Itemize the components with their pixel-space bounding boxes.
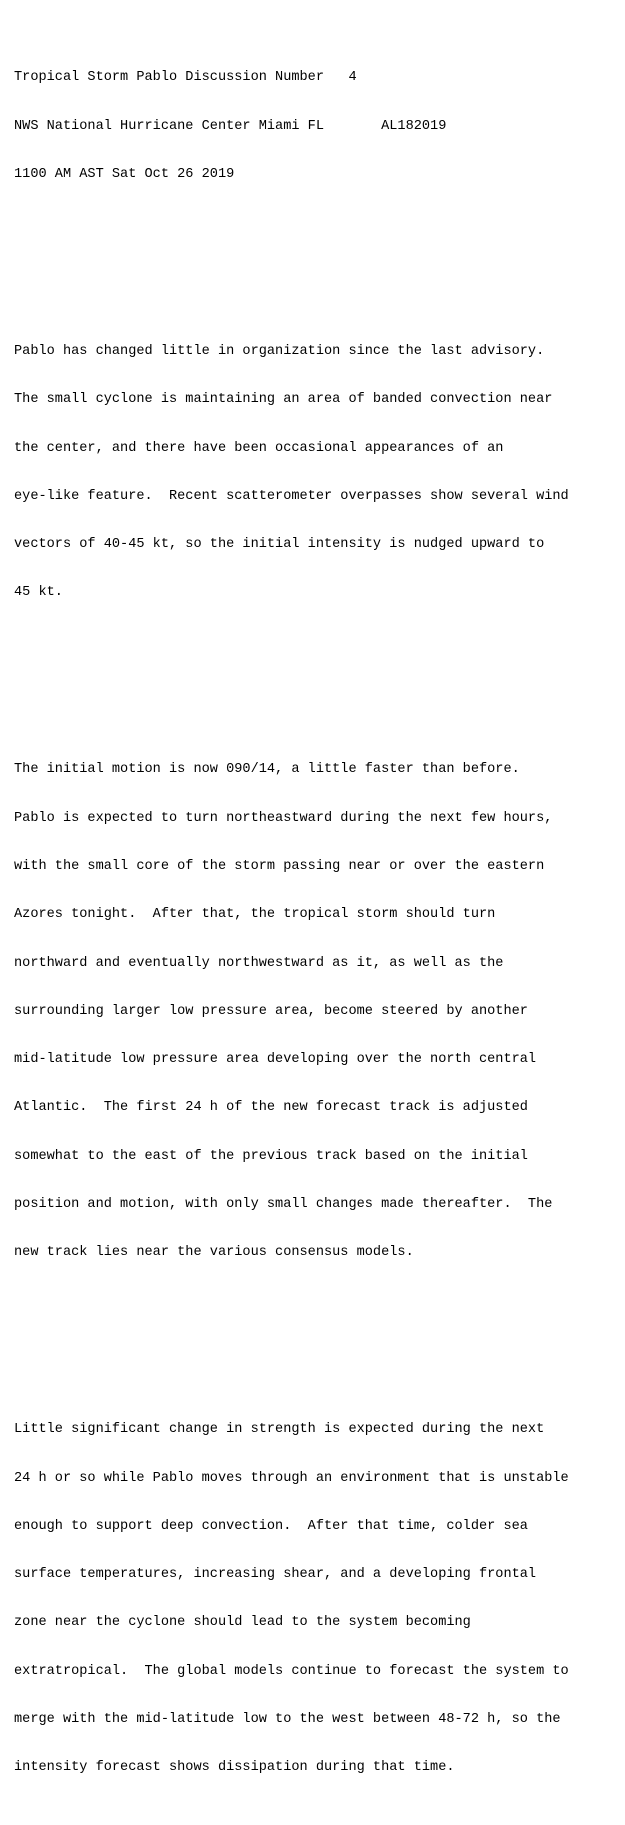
text-line: 24 h or so while Pablo moves through an environment that is unstable (14, 1470, 569, 1486)
text-line: 45 kt. (14, 585, 63, 601)
text-line: The small cyclone is maintaining an area of banded convection near (14, 392, 553, 408)
text-line: zone near the cyclone should lead to the system becoming (14, 1615, 471, 1631)
text-line: mid-latitude low pressure area developing over the north central (14, 1052, 537, 1068)
text-line: Pablo has changed little in organization since the last advisory. (14, 343, 545, 359)
discussion-document (14, 6, 619, 1825)
text-line: extratropical. The global models continue to forecast the system to (14, 1663, 569, 1679)
text-line: Atlantic. The first 24 h of the new forecast track is adjusted (14, 1100, 528, 1116)
document-header (14, 38, 619, 215)
text-line: surrounding larger low pressure area, become steered by another (14, 1003, 528, 1019)
text-line: intensity forecast shows dissipation during that time. (14, 1760, 455, 1776)
text-line: eye-like feature. Recent scatterometer overpasses show several wind (14, 488, 569, 504)
text-line: Pablo is expected to turn northeastward during the next few hours, (14, 810, 553, 826)
text-line: with the small core of the storm passing near or over the eastern (14, 858, 545, 874)
issuing-office: NWS National Hurricane Center Miami FL AL182019 (14, 118, 447, 134)
text-line: surface temperatures, increasing shear, and a developing frontal (14, 1567, 537, 1583)
discussion-title: Tropical Storm Pablo Discussion Number 4 (14, 70, 357, 86)
text-line: merge with the mid-latitude low to the west between 48-72 h, so the (14, 1711, 561, 1727)
blank-line (14, 666, 619, 682)
issue-time: 1100 AM AST Sat Oct 26 2019 (14, 166, 235, 182)
text-line: position and motion, with only small changes made thereafter. The (14, 1196, 553, 1212)
text-line: northward and eventually northwestward as it, as well as the (14, 955, 504, 971)
text-line: Little significant change in strength is expected during the next (14, 1422, 545, 1438)
blank-line (14, 1326, 619, 1342)
text-line: somewhat to the east of the previous track based on the initial (14, 1148, 528, 1164)
text-line: the center, and there have been occasional appearances of an (14, 440, 504, 456)
paragraph-track (14, 730, 619, 1293)
paragraph-intensity (14, 312, 619, 634)
text-line: Azores tonight. After that, the tropical storm should turn (14, 907, 496, 923)
text-line: new track lies near the various consensus models. (14, 1245, 414, 1261)
text-line: The initial motion is now 090/14, a little faster than before. (14, 762, 520, 778)
paragraph-strength (14, 1390, 619, 1808)
text-line: enough to support deep convection. After that time, colder sea (14, 1518, 528, 1534)
text-line: vectors of 40-45 kt, so the initial intensity is nudged upward to (14, 537, 545, 553)
blank-line (14, 247, 619, 263)
